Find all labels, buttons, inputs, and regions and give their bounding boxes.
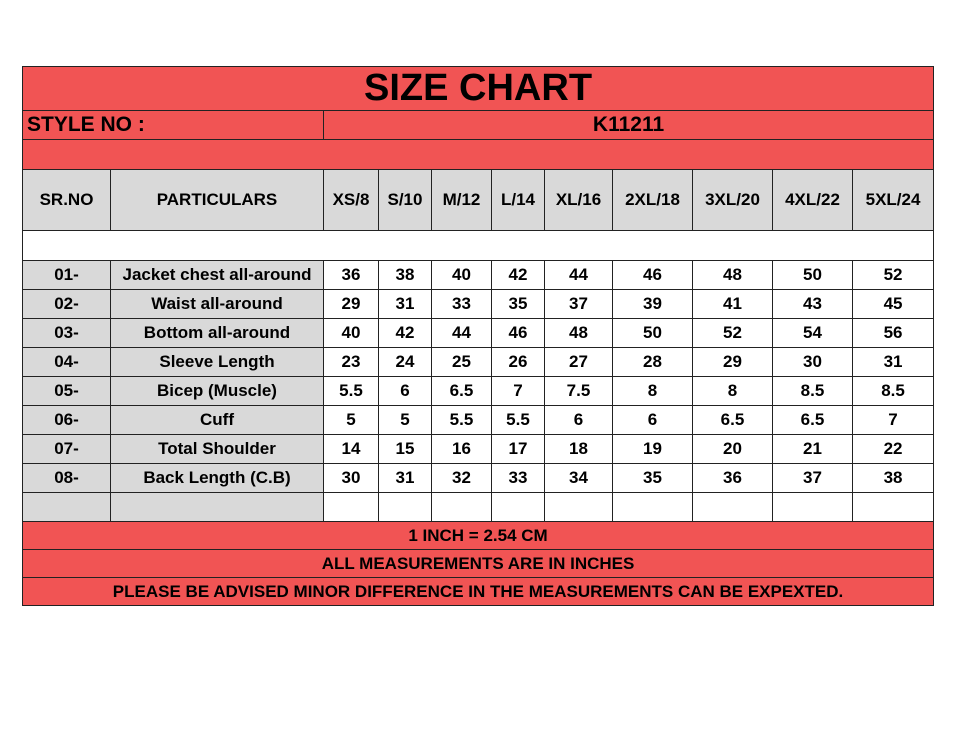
size-header: S/10: [379, 170, 432, 231]
measurement-cell: 42: [379, 319, 432, 348]
size-header: 3XL/20: [693, 170, 773, 231]
table-row: [23, 348, 934, 377]
measurement-cell: 35: [492, 290, 545, 319]
style-no-label: STYLE NO :: [23, 111, 324, 140]
measurement-cell: 6: [613, 406, 693, 435]
size-header: 5XL/24: [853, 170, 934, 231]
sr-no-header: SR.NO: [23, 170, 111, 231]
measurement-cell: 29: [324, 290, 379, 319]
empty-cell: [492, 493, 545, 522]
row-particular: Jacket chest all-around: [111, 261, 324, 290]
empty-cell: [545, 493, 613, 522]
row-number: 06-: [23, 406, 111, 435]
measurement-cell: 56: [853, 319, 934, 348]
measurement-cell: 5.5: [432, 406, 492, 435]
size-header: 2XL/18: [613, 170, 693, 231]
measurement-cell: 54: [773, 319, 853, 348]
table-row: [23, 319, 934, 348]
measurement-cell: 38: [379, 261, 432, 290]
measurement-cell: 44: [545, 261, 613, 290]
measurement-cell: 30: [324, 464, 379, 493]
measurement-cell: 27: [545, 348, 613, 377]
measurement-cell: 32: [432, 464, 492, 493]
measurement-cell: 31: [853, 348, 934, 377]
measurement-cell: 50: [613, 319, 693, 348]
measurement-cell: 50: [773, 261, 853, 290]
measurement-cell: 28: [613, 348, 693, 377]
table-row: [23, 290, 934, 319]
measurement-cell: 31: [379, 464, 432, 493]
row-number: 01-: [23, 261, 111, 290]
footer-note: 1 INCH = 2.54 CM: [23, 522, 934, 550]
measurement-cell: 21: [773, 435, 853, 464]
measurement-cell: 44: [432, 319, 492, 348]
row-number: 02-: [23, 290, 111, 319]
row-particular: Waist all-around: [111, 290, 324, 319]
measurement-cell: 46: [613, 261, 693, 290]
size-header: L/14: [492, 170, 545, 231]
empty-cell: [432, 493, 492, 522]
row-particular: Total Shoulder: [111, 435, 324, 464]
row-particular: Back Length (C.B): [111, 464, 324, 493]
row-particular: Sleeve Length: [111, 348, 324, 377]
measurement-cell: 33: [492, 464, 545, 493]
particulars-header: PARTICULARS: [111, 170, 324, 231]
measurement-cell: 48: [693, 261, 773, 290]
measurement-cell: 36: [324, 261, 379, 290]
size-header: XS/8: [324, 170, 379, 231]
measurement-cell: 37: [773, 464, 853, 493]
measurement-cell: 26: [492, 348, 545, 377]
measurement-cell: 35: [613, 464, 693, 493]
measurement-cell: 42: [492, 261, 545, 290]
table-row: [23, 464, 934, 493]
size-header: XL/16: [545, 170, 613, 231]
empty-cell: [693, 493, 773, 522]
empty-cell: [613, 493, 693, 522]
empty-cell: [853, 493, 934, 522]
measurement-cell: 16: [432, 435, 492, 464]
measurement-cell: 7: [492, 377, 545, 406]
footer-note: PLEASE BE ADVISED MINOR DIFFERENCE IN THE MEASUREMENTS CAN BE EXPEXTED.: [23, 578, 934, 606]
measurement-cell: 48: [545, 319, 613, 348]
measurement-cell: 52: [693, 319, 773, 348]
measurement-cell: 6.5: [693, 406, 773, 435]
row-number: 04-: [23, 348, 111, 377]
measurement-cell: 6.5: [432, 377, 492, 406]
measurement-cell: 14: [324, 435, 379, 464]
measurement-cell: 52: [853, 261, 934, 290]
measurement-cell: 6.5: [773, 406, 853, 435]
red-spacer-row: [23, 140, 934, 170]
measurement-cell: 22: [853, 435, 934, 464]
row-particular: Bottom all-around: [111, 319, 324, 348]
measurement-cell: 36: [693, 464, 773, 493]
row-particular: Cuff: [111, 406, 324, 435]
measurement-cell: 41: [693, 290, 773, 319]
row-particular: Bicep (Muscle): [111, 377, 324, 406]
measurement-cell: 23: [324, 348, 379, 377]
table-row: [23, 435, 934, 464]
measurement-cell: 38: [853, 464, 934, 493]
measurement-cell: 20: [693, 435, 773, 464]
empty-cell: [111, 493, 324, 522]
row-number: 03-: [23, 319, 111, 348]
measurement-cell: 43: [773, 290, 853, 319]
measurement-cell: 8: [693, 377, 773, 406]
measurement-cell: 29: [693, 348, 773, 377]
measurement-cell: 7.5: [545, 377, 613, 406]
empty-cell: [773, 493, 853, 522]
row-number: 07-: [23, 435, 111, 464]
empty-row: [23, 493, 934, 522]
measurement-cell: 25: [432, 348, 492, 377]
measurement-cell: 8: [613, 377, 693, 406]
measurement-cell: 17: [492, 435, 545, 464]
measurement-cell: 34: [545, 464, 613, 493]
chart-title: SIZE CHART: [23, 67, 934, 111]
size-header: M/12: [432, 170, 492, 231]
measurement-cell: 39: [613, 290, 693, 319]
style-no-value: K11211: [324, 111, 934, 140]
measurement-cell: 24: [379, 348, 432, 377]
empty-cell: [23, 493, 111, 522]
table-row: [23, 377, 934, 406]
row-number: 08-: [23, 464, 111, 493]
empty-cell: [379, 493, 432, 522]
measurement-cell: 31: [379, 290, 432, 319]
size-header: 4XL/22: [773, 170, 853, 231]
measurement-cell: 5.5: [492, 406, 545, 435]
measurement-cell: 5: [379, 406, 432, 435]
measurement-cell: 19: [613, 435, 693, 464]
measurement-cell: 30: [773, 348, 853, 377]
measurement-cell: 45: [853, 290, 934, 319]
empty-cell: [324, 493, 379, 522]
table-row: [23, 261, 934, 290]
size-chart-table: [22, 66, 934, 606]
footer-note: ALL MEASUREMENTS ARE IN INCHES: [23, 550, 934, 578]
measurement-cell: 5.5: [324, 377, 379, 406]
measurement-cell: 6: [545, 406, 613, 435]
measurement-cell: 5: [324, 406, 379, 435]
blank-spacer-row: [23, 231, 934, 261]
measurement-cell: 8.5: [853, 377, 934, 406]
measurement-cell: 18: [545, 435, 613, 464]
measurement-cell: 33: [432, 290, 492, 319]
measurement-cell: 7: [853, 406, 934, 435]
measurement-cell: 40: [324, 319, 379, 348]
table-row: [23, 406, 934, 435]
measurement-cell: 37: [545, 290, 613, 319]
measurement-cell: 46: [492, 319, 545, 348]
measurement-cell: 40: [432, 261, 492, 290]
measurement-cell: 15: [379, 435, 432, 464]
measurement-cell: 6: [379, 377, 432, 406]
row-number: 05-: [23, 377, 111, 406]
measurement-cell: 8.5: [773, 377, 853, 406]
